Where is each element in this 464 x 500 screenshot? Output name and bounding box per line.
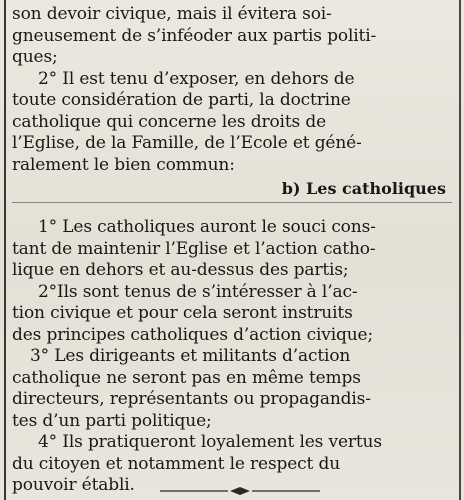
text-line: lique en dehors et au-dessus des partis; [12,260,349,280]
text-line: catholique ne seront pas en même temps [12,367,361,388]
section-subheading: b) Les catholiques [281,179,446,198]
text-line: tes d’un parti politique; [12,410,212,431]
text-line: directeurs, représentants ou propagandis- [12,389,371,409]
text-line: du citoyen et notamment le respect du [12,453,341,474]
right-column-rule [459,0,461,500]
text-line: tant de maintenir l’Eglise et l’action catho- [12,238,376,259]
text-line: son devoir civique, mais il évitera soi- [12,4,332,24]
left-column-rule [4,0,6,500]
subheading-divider [12,202,452,203]
text-line: ralement le bien commun: [12,154,235,175]
text-line: 1° Les catholiques auront le souci cons- [38,217,376,237]
text-line: 2° Il est tenu d’exposer, en dehors de [38,68,355,89]
text-line: 4° Ils pratiqueront loyalement les vertus [38,432,382,452]
article-column [12,4,452,497]
text-line: gneusement de s’inféoder aux partis politi- [12,25,377,46]
text-line: pouvoir établi. [12,475,135,495]
end-ornament [160,486,320,496]
text-line: toute considération de parti, la doctrine [12,90,351,110]
text-line: des principes catholiques d’action civique; [12,324,374,345]
text-line: ques; [12,47,58,67]
text-line: l’Eglise, de la Famille, de l’Ecole et géné- [12,133,362,153]
text-line: catholique qui concerne les droits de [12,111,326,132]
text-line: 3° Les dirigeants et militants d’action [30,346,351,366]
text-line: 2°Ils sont tenus de s’intéresser à l’ac- [38,281,358,302]
text-line: tion civique et pour cela seront instruits [12,303,353,323]
